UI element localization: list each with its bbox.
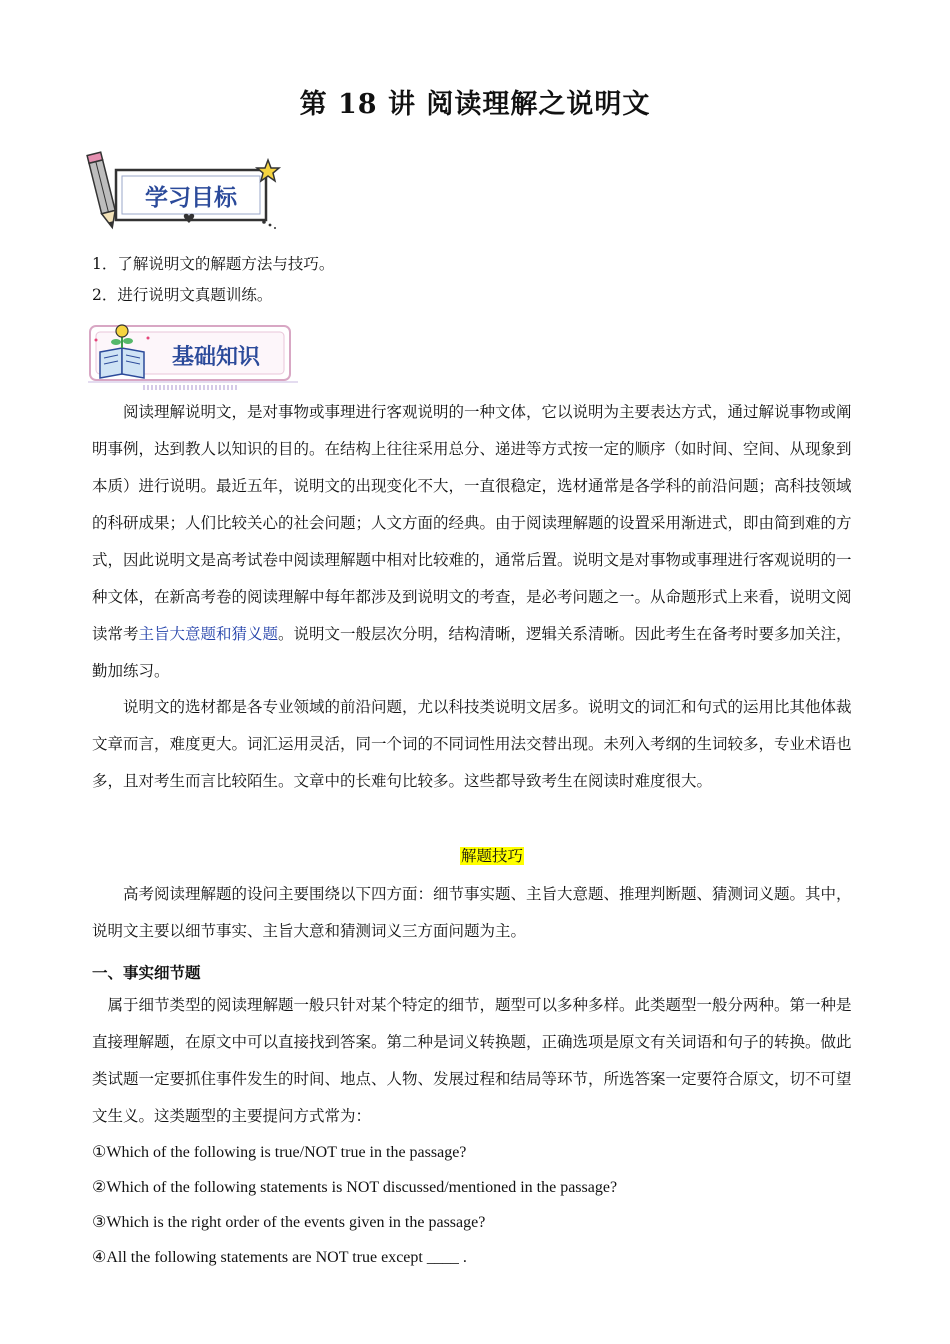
- question-item-4: ④All the following statements are NOT true except ____ .: [92, 1249, 467, 1266]
- badge-label: 基础知识: [171, 345, 261, 370]
- section-heading: 一、事实细节题: [92, 963, 201, 982]
- page-title: 第 18 讲 阅读理解之说明文: [299, 89, 651, 120]
- selection-paragraph: 说明文的选材都是各专业领域的前沿问题，尤以科技类说明文居多。说明文的词汇和句式的运用比其他体裁文章而言，难度更大。词汇运用灵活，同一个词的不同词性用法交替出现。未列入考纲的生词较多，专业术语也多，且对考生而言比较陌生。文章中的长难句比较多。这些都导致考生在阅读时难度很大。: [92, 698, 852, 790]
- question-item-2: ②Which of the following statements is NOT discussed/mentioned in the passage?: [92, 1179, 618, 1196]
- question-item-3: ③Which is the right order of the events given in the passage?: [92, 1214, 486, 1231]
- intro-paragraph: [92, 394, 864, 690]
- tips-heading: [0, 844, 950, 866]
- pencil-star-icon: [86, 150, 286, 232]
- intro-text-end: 。说明文一般层次分明，结构清晰，逻辑关系清晰。因此考生在备考时要多加关注，勤加练习。: [92, 625, 852, 680]
- question-item-1: ①Which of the following is true/NOT true in the passage?: [92, 1144, 467, 1161]
- goal-item-2: 2．进行说明文真题训练。: [92, 286, 273, 304]
- section-body: 属于细节类型的阅读理解题一般只针对某个特定的细节，题型可以多种多样。此类题型一般分两种。第一种是直接理解题，在原文中可以直接找到答案。第二种是词义转换题，正确选项是原文有关词语和句子的转换。做此类试题一定要抓住事件发生的时间、地点、人物、发展过程和结局等环节，所选答案一定要符合原文，切不可望文生义。这类题型的主要提问方式常为：: [92, 996, 852, 1125]
- question-types-paragraph: 高考阅读理解题的设问主要围绕以下四方面：细节事实题、主旨大意题、推理判断题、猜测词义题。其中，说明文主要以细节事实、主旨大意和猜测词义三方面问题为主。: [92, 885, 852, 940]
- highlighted-phrase: 主旨大意题和猜义题: [138, 625, 279, 643]
- intro-text-start: 阅读理解说明文，是对事物或事理进行客观说明的一种文体，它以说明为主要表达方式，通过解说事物或阐明事例，达到教人以知识的目的。在结构上往往采用总分、递进等方式按一定的顺序（如时间、空间、从现象到本质）进行说明。最近五年，说明文的出现变化不大，一直很稳定，选材通常是各学科的前沿问题；高科技领域的科研成果；人们比较关心的社会问题；人文方面的经典。由于阅读理解题的设置采用渐进式，即由简到难的方式，因此说明文是高考试卷中阅读理解题中相对比较难的，通常后置。说明文是对事物或事理进行客观说明的一种文体，在新高考卷的阅读理解中每年都涉及到说明文的考查，是必考问题之一。从命题形式上来看，说明文阅读常考: [92, 403, 852, 643]
- learning-goals-badge: [86, 150, 286, 232]
- badge-label: 学习目标: [145, 185, 237, 211]
- book-lightbulb-icon: [88, 322, 298, 392]
- goal-item-1: 1．了解说明文的解题方法与技巧。: [92, 255, 335, 273]
- basic-knowledge-badge: [88, 322, 298, 392]
- tips-heading-text: 解题技巧: [460, 847, 523, 865]
